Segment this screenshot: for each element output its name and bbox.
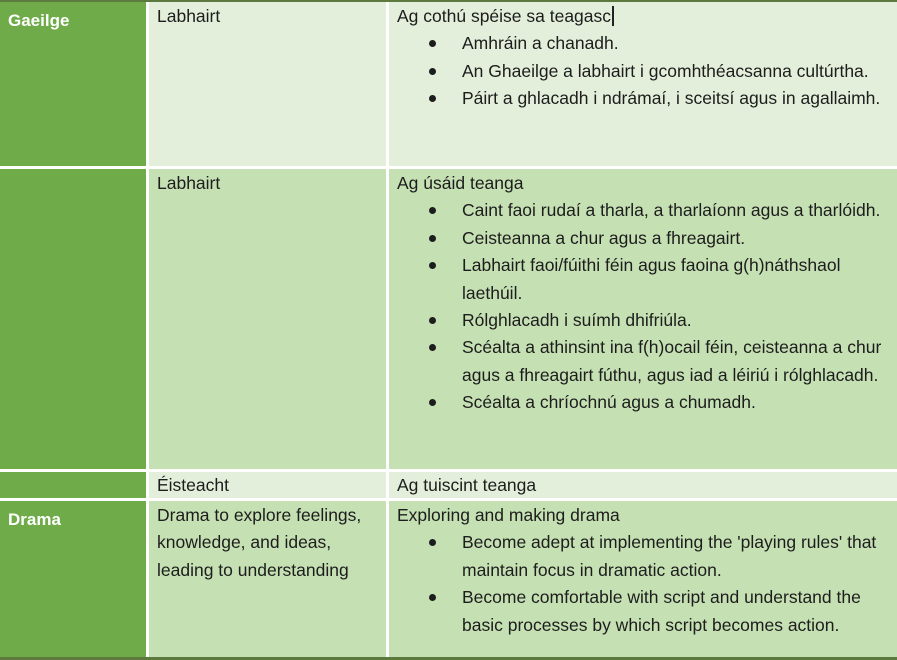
- bullet-text: Become adept at implementing the 'playing rules' that maintain focus in dramatic action.: [462, 532, 877, 580]
- bullet-item: [397, 197, 889, 224]
- bullet-icon: [429, 344, 436, 351]
- content-cell-row4[interactable]: [389, 501, 897, 657]
- bullet-icon: [429, 68, 436, 75]
- category-label: Gaeilge: [8, 11, 70, 30]
- bullet-text: Amhráin a chanadh.: [462, 33, 619, 54]
- bullet-icon: [429, 207, 436, 214]
- text-caret: [612, 6, 614, 26]
- category-cell-gaeilge[interactable]: [0, 2, 146, 166]
- bullet-text: Become comfortable with script and understand the basic processes by which script becomes action.: [462, 587, 861, 635]
- bullet-item: [397, 30, 889, 57]
- bullet-icon: [429, 317, 436, 324]
- strand-cell-row4[interactable]: [149, 501, 386, 657]
- content-cell-row2[interactable]: [389, 169, 897, 469]
- strand-cell-row3[interactable]: [149, 472, 386, 498]
- bullet-text: Páirt a ghlacadh i ndrámaí, i sceitsí agus in agallaimh.: [462, 88, 881, 109]
- content-heading: Exploring and making drama: [397, 505, 620, 525]
- bullet-item: [397, 85, 889, 112]
- strand-cell-row2[interactable]: [149, 169, 386, 469]
- bullet-item: [397, 252, 889, 307]
- strand-label: Drama to explore feelings, knowledge, and ideas, leading to understanding: [157, 505, 362, 580]
- content-cell-row3[interactable]: [389, 472, 897, 498]
- strand-label: Labhairt: [157, 173, 221, 193]
- bullet-list: [397, 30, 889, 112]
- bullet-list: [397, 197, 889, 416]
- bullet-item: [397, 307, 889, 334]
- bullet-item: [397, 529, 889, 584]
- category-cell-drama[interactable]: [0, 501, 146, 657]
- bullet-list: [397, 529, 889, 639]
- bullet-item: [397, 58, 889, 85]
- strand-label: Éisteacht: [157, 475, 229, 495]
- category-cell-row3-empty[interactable]: [0, 472, 146, 498]
- bullet-item: [397, 334, 889, 389]
- bullet-icon: [429, 235, 436, 242]
- bullet-text: Rólghlacadh i suímh dhifriúla.: [462, 310, 692, 331]
- content-cell-row1[interactable]: [389, 2, 897, 166]
- bullet-item: [397, 225, 889, 252]
- bullet-text: Ceisteanna a chur agus a fhreagairt.: [462, 227, 746, 248]
- bullet-text: Labhairt faoi/fúithi féin agus faoina g(h)náthshaol laethúil.: [462, 255, 841, 303]
- content-heading: Ag tuiscint teanga: [397, 475, 537, 495]
- bullet-text: An Ghaeilge a labhairt i gcomhthéacsanna cultúrtha.: [462, 60, 869, 81]
- bullet-icon: [429, 40, 436, 47]
- content-heading: Ag cothú spéise sa teagasc: [397, 6, 612, 26]
- bullet-icon: [429, 95, 436, 102]
- bullet-icon: [429, 262, 436, 269]
- bullet-text: Scéalta a athinsint ina f(h)ocail féin, ceisteanna a chur agus a fhreagairt fúthu, agus iad a léiriú i rólghlacadh.: [462, 337, 882, 385]
- category-cell-row2-empty[interactable]: [0, 169, 146, 469]
- bullet-item: [397, 584, 889, 639]
- bullet-text: Scéalta a chríochnú agus a chumadh.: [462, 392, 756, 413]
- bullet-icon: [429, 594, 436, 601]
- bullet-icon: [429, 539, 436, 546]
- bullet-item: [397, 389, 889, 416]
- category-label: Drama: [8, 510, 61, 529]
- strand-cell-row1[interactable]: [149, 2, 386, 166]
- bullet-icon: [429, 399, 436, 406]
- content-heading: Ag úsáid teanga: [397, 173, 524, 193]
- curriculum-table: [0, 2, 897, 657]
- bullet-text: Caint faoi rudaí a tharla, a tharlaíonn agus a tharlóidh.: [462, 200, 881, 221]
- strand-label: Labhairt: [157, 6, 221, 26]
